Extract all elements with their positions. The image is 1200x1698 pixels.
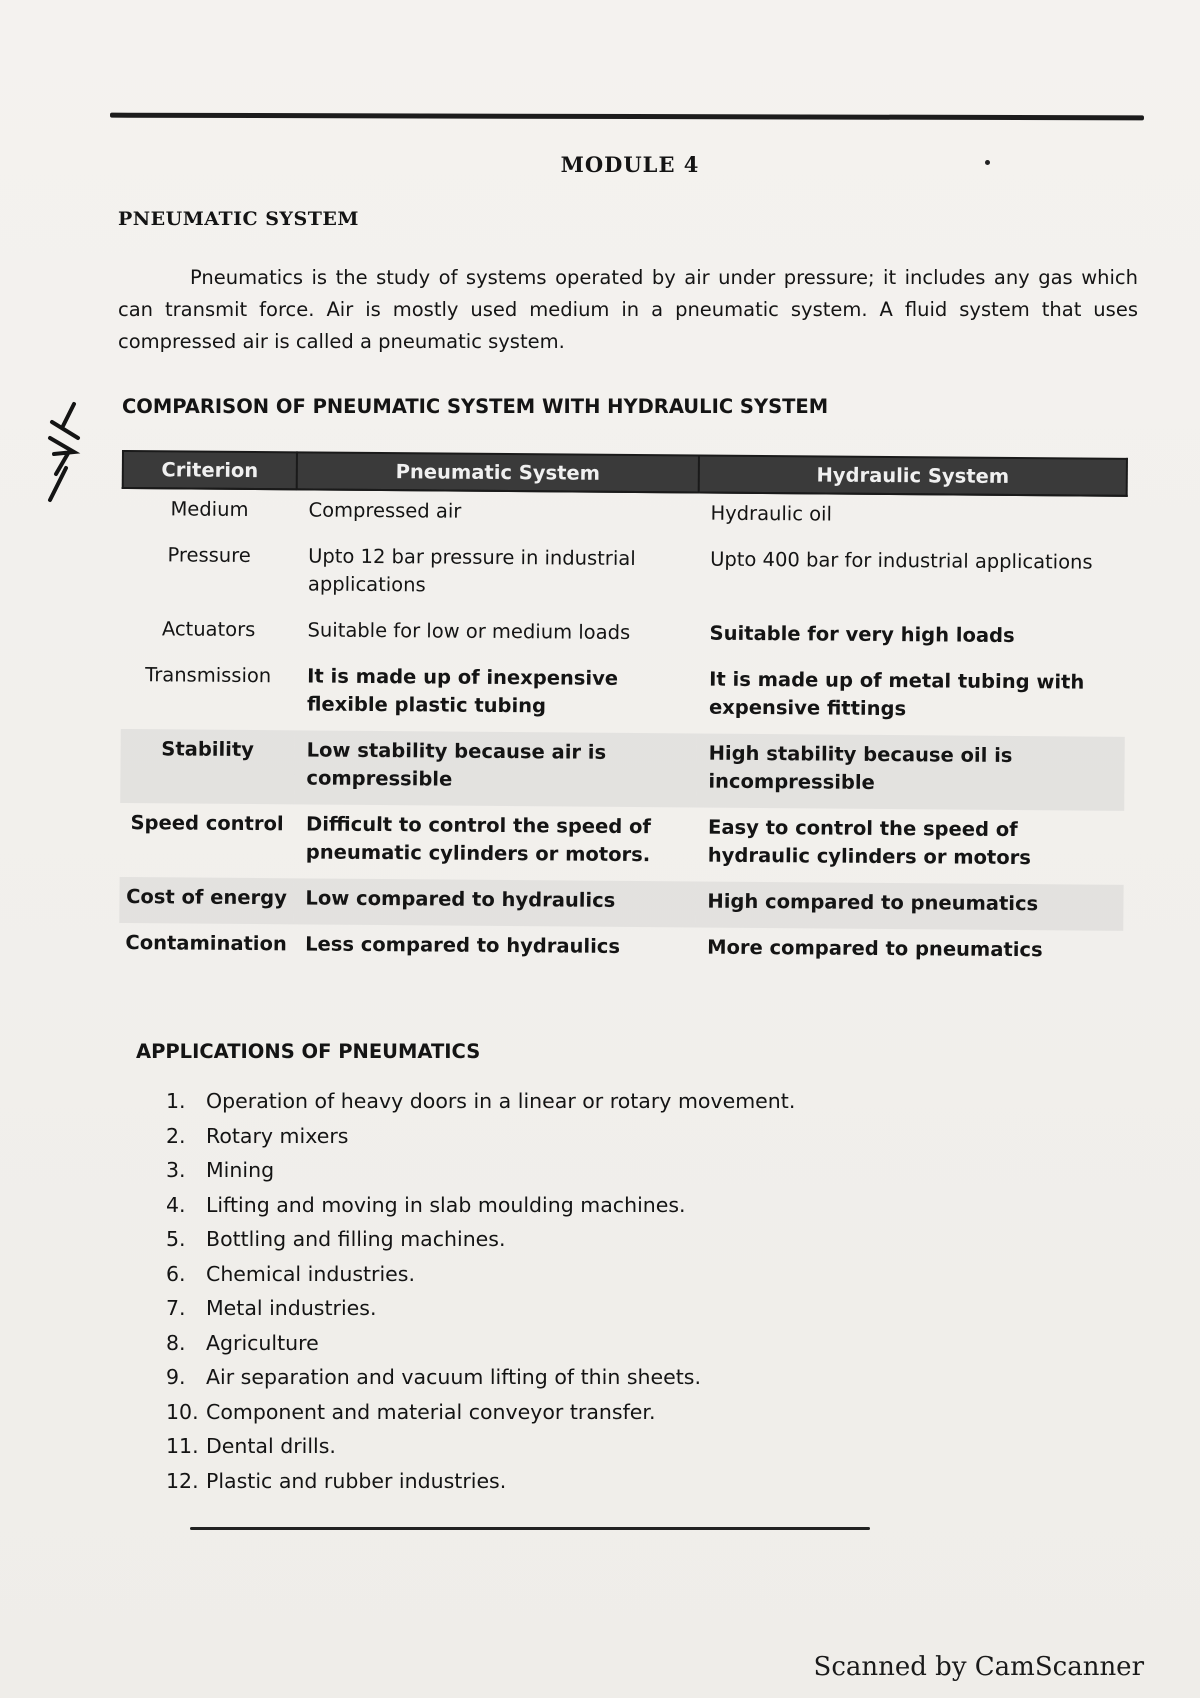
section-title: PNEUMATIC SYSTEM [118,208,359,230]
criterion-cell: Stability [120,729,295,804]
table-row [121,655,1126,737]
hydraulic-cell: It is made up of metal tubing with expensive fittings [708,667,1085,721]
applications-list [166,1084,795,1498]
criterion-cell: Cost of energy [119,877,293,924]
bottom-rule [190,1527,870,1530]
criterion-cell: Transmission [145,663,272,688]
table-row [122,535,1127,617]
list-item: 1. Operation of heavy doors in a linear or rotary movement. [166,1089,796,1113]
list-item: 9. Air separation and vacuum lifting of thin sheets. [166,1365,701,1389]
header-hydraulic: Hydraulic System [699,456,1127,496]
list-item: 2. Rotary mixers [166,1123,349,1148]
scanner-watermark: Scanned by CamScanner [813,1652,1144,1682]
header-pneumatic: Pneumatic System [297,452,699,492]
intro-paragraph [118,262,1138,358]
pneumatic-cell: It is made up of inexpensive flexible plastic tubing [306,664,619,718]
criterion-cell: Contamination [125,931,287,956]
list-item: 8. Agriculture [166,1330,319,1355]
pneumatic-cell: Compressed air [308,498,462,523]
top-rule [110,113,1144,121]
list-item: 4. Lifting and moving in slab moulding machines. [166,1192,686,1217]
ink-dot [985,160,990,165]
pneumatic-cell: Low compared to hydraulics [293,878,695,927]
hydraulic-cell: Suitable for very high loads [709,621,1015,648]
intro-text: Pneumatics is the study of systems operated by air under pressure; it includes any gas which can transmit force. Air is mostly used medium in a pneumatic system. A fluid system that uses compressed air is called a pneumatic system. [118,266,1138,353]
comparison-title: COMPARISON OF PNEUMATIC SYSTEM WITH HYDRAULIC SYSTEM [122,395,829,418]
applications-title: APPLICATIONS OF PNEUMATICS [136,1040,481,1063]
list-item: 7. Metal industries. [166,1296,377,1320]
table-row [121,609,1125,663]
hydraulic-cell: High compared to pneumatics [695,882,1123,931]
handwritten-imp-note [44,398,84,508]
hydraulic-cell: Upto 400 bar for industrial applications [710,547,1093,574]
list-item: 6. Chemical industries. [166,1261,415,1286]
list-item: 3. Mining [166,1158,275,1182]
pneumatic-cell: Upto 12 bar pressure in industrial applications [307,544,636,597]
table-row [119,877,1123,931]
criterion-cell: Pressure [167,543,251,568]
list-item: 11. Dental drills. [166,1434,336,1458]
list-item: 12. Plastic and rubber industries. [166,1468,507,1493]
criterion-cell: Medium [170,497,249,521]
header-criterion: Criterion [123,451,297,489]
pneumatic-cell: Suitable for low or medium loads [307,618,631,644]
pneumatic-cell: Less compared to hydraulics [305,932,621,958]
hydraulic-cell: Easy to control the speed of hydraulic cylinders or motors [707,815,1032,870]
table-row [120,803,1125,885]
list-item: 10. Component and material conveyor transfer. [166,1399,656,1424]
module-title: MODULE 4 [560,152,700,177]
criterion-cell: Actuators [161,617,256,642]
pneumatic-cell: Low stability because air is compressible [294,730,697,807]
hydraulic-cell: High stability because oil is incompressible [696,734,1125,811]
hydraulic-cell: Hydraulic oil [710,501,833,526]
comparison-table [118,450,1128,977]
table-row [119,923,1123,977]
criterion-cell: Speed control [130,811,284,836]
hydraulic-cell: More compared to pneumatics [707,935,1043,962]
list-item: 5. Bottling and filling machines. [166,1227,506,1251]
table-row [120,729,1125,811]
pneumatic-cell: Difficult to control the speed of pneumatic cylinders or motors. [305,812,652,867]
table-row [122,488,1126,543]
